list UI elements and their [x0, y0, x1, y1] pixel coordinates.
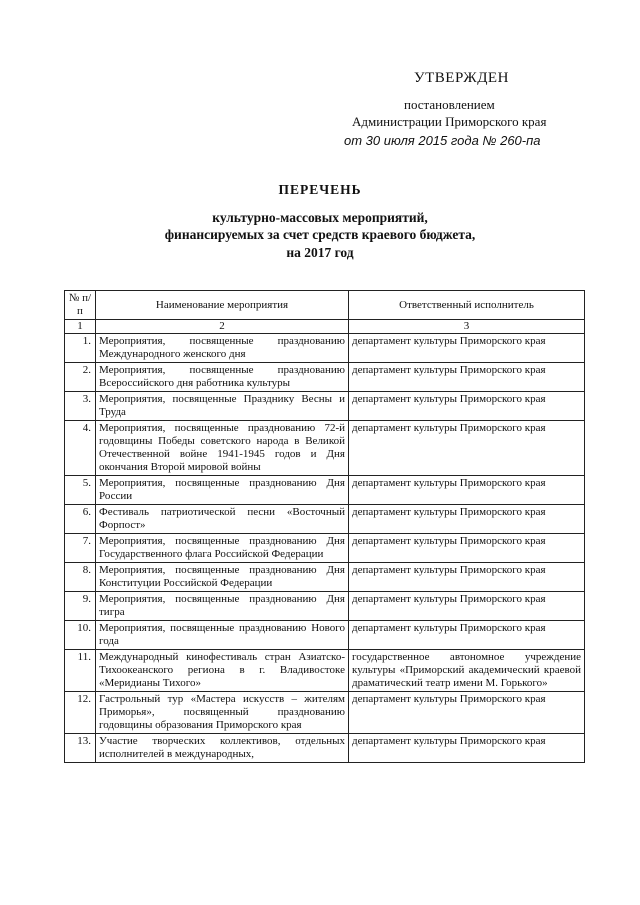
executor: департамент культуры Приморского края: [349, 621, 585, 650]
header-event-name: Наименование мероприятия: [96, 291, 349, 320]
row-number: 3.: [65, 392, 96, 421]
events-table: [64, 290, 585, 763]
document-subtitle-line-2: финансируемых за счет средств краевого бюджета,: [164, 227, 476, 242]
row-number: 13.: [65, 734, 96, 763]
row-number: 12.: [65, 692, 96, 734]
resolution-date: от 30 июля 2015 года № 260-па: [344, 133, 541, 148]
table-row: [65, 392, 585, 421]
table-row: [65, 421, 585, 476]
row-number: 6.: [65, 505, 96, 534]
row-number: 10.: [65, 621, 96, 650]
event-name: Мероприятия, посвященные празднованию 72-й годовщины Победы советского народа в Великой Отечественной войне 1941-1945 годов и Дня окончания Второй мировой войны: [96, 421, 349, 476]
table-row: [65, 621, 585, 650]
executor: департамент культуры Приморского края: [349, 476, 585, 505]
approved-label: УТВЕРЖДЕН: [414, 70, 509, 86]
row-number: 2.: [65, 363, 96, 392]
row-number: 8.: [65, 563, 96, 592]
table-index-row: [65, 320, 585, 334]
event-name: Мероприятия, посвященные празднованию Нового года: [96, 621, 349, 650]
table-row: [65, 476, 585, 505]
executor: департамент культуры Приморского края: [349, 692, 585, 734]
table-row: [65, 534, 585, 563]
executor: департамент культуры Приморского края: [349, 334, 585, 363]
event-name: Мероприятия, посвященные празднованию Дня России: [96, 476, 349, 505]
document-subtitle-line-1: культурно-массовых мероприятий,: [212, 210, 428, 225]
resolution-label: постановлением: [404, 97, 495, 112]
executor: департамент культуры Приморского края: [349, 505, 585, 534]
executor: департамент культуры Приморского края: [349, 734, 585, 763]
row-number: 7.: [65, 534, 96, 563]
executor: департамент культуры Приморского края: [349, 592, 585, 621]
row-number: 4.: [65, 421, 96, 476]
table-row: [65, 592, 585, 621]
header-number: № п/п: [65, 291, 96, 320]
index-cell: 2: [96, 320, 349, 334]
event-name: Мероприятия, посвященные празднованию Международного женского дня: [96, 334, 349, 363]
index-cell: 3: [349, 320, 585, 334]
table-row: [65, 650, 585, 692]
index-cell: 1: [65, 320, 96, 334]
executor: государственное автономное учреждение культуры «Приморский академический краевой драматический театр имени М. Горького»: [349, 650, 585, 692]
row-number: 5.: [65, 476, 96, 505]
document-title: ПЕРЕЧЕНЬ: [278, 182, 362, 197]
table-row: [65, 563, 585, 592]
row-number: 9.: [65, 592, 96, 621]
event-name: Мероприятия, посвященные празднованию Дня тигра: [96, 592, 349, 621]
executor: департамент культуры Приморского края: [349, 363, 585, 392]
executor: департамент культуры Приморского края: [349, 563, 585, 592]
executor: департамент культуры Приморского края: [349, 392, 585, 421]
executor: департамент культуры Приморского края: [349, 421, 585, 476]
administration-label: Администрации Приморского края: [352, 114, 547, 129]
event-name: Мероприятия, посвященные празднованию Дня Государственного флага Российской Федерации: [96, 534, 349, 563]
event-name: Международный кинофестиваль стран Азиатско-Тихоокеанского региона в г. Владивостоке «Меридианы Тихого»: [96, 650, 349, 692]
table-row: [65, 334, 585, 363]
table-row: [65, 734, 585, 763]
table-row: [65, 505, 585, 534]
header-executor: Ответственный исполнитель: [349, 291, 585, 320]
event-name: Участие творческих коллективов, отдельных исполнителей в международных,: [96, 734, 349, 763]
table-row: [65, 692, 585, 734]
table-header-row: [65, 291, 585, 320]
event-name: Мероприятия, посвященные празднованию Всероссийского дня работника культуры: [96, 363, 349, 392]
table-row: [65, 363, 585, 392]
event-name: Мероприятия, посвященные Празднику Весны и Труда: [96, 392, 349, 421]
event-name: Гастрольный тур «Мастера искусств – жителям Приморья», посвященный празднованию годовщины образования Приморского края: [96, 692, 349, 734]
event-name: Фестиваль патриотической песни «Восточный Форпост»: [96, 505, 349, 534]
executor: департамент культуры Приморского края: [349, 534, 585, 563]
event-name: Мероприятия, посвященные празднованию Дня Конституции Российской Федерации: [96, 563, 349, 592]
row-number: 1.: [65, 334, 96, 363]
row-number: 11.: [65, 650, 96, 692]
document-subtitle-line-3: на 2017 год: [286, 245, 354, 260]
